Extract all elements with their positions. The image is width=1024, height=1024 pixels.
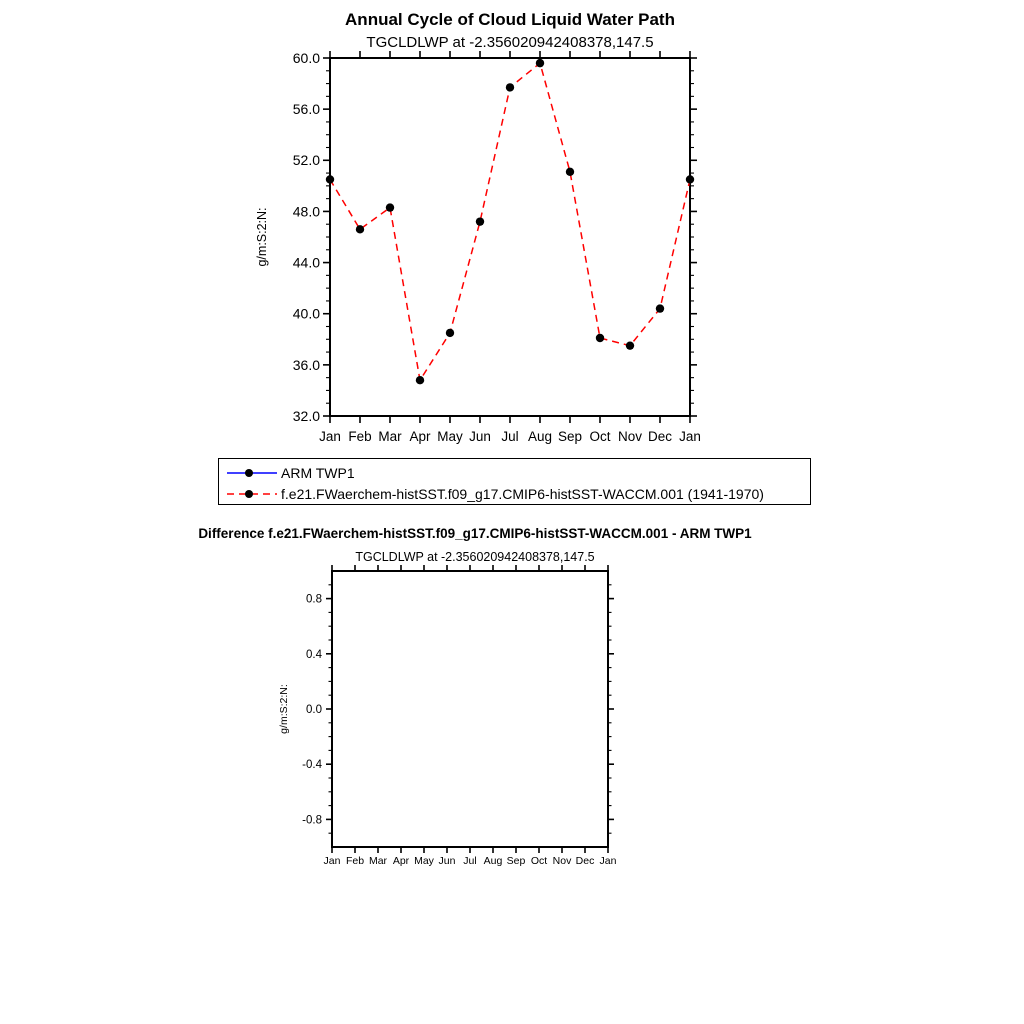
svg-text:0.4: 0.4 bbox=[306, 648, 322, 661]
svg-text:-0.8: -0.8 bbox=[302, 814, 322, 827]
svg-text:TGCLDLWP at -2.356020942408378: TGCLDLWP at -2.356020942408378,147.5 bbox=[366, 34, 654, 51]
svg-text:Jul: Jul bbox=[463, 855, 477, 867]
svg-text:Jan: Jan bbox=[319, 429, 341, 444]
svg-text:44.0: 44.0 bbox=[292, 254, 320, 271]
svg-text:0.8: 0.8 bbox=[306, 593, 322, 606]
x-axis bbox=[324, 565, 617, 867]
y-axis-title bbox=[255, 207, 269, 266]
difference-chart bbox=[180, 525, 752, 880]
svg-text:Aug: Aug bbox=[483, 855, 503, 867]
svg-text:Mar: Mar bbox=[378, 429, 402, 444]
svg-text:Jan: Jan bbox=[323, 855, 341, 867]
legend-label-model: f.e21.FWaerchem-histSST.f09_g17.CMIP6-histSST-WACCM.001 (1941-1970) bbox=[281, 485, 764, 502]
chart-titles bbox=[198, 526, 752, 564]
svg-text:32.0: 32.0 bbox=[292, 407, 320, 424]
svg-text:g/m:S:2:N:: g/m:S:2:N: bbox=[278, 684, 290, 734]
svg-text:Oct: Oct bbox=[589, 429, 611, 444]
svg-text:Jul: Jul bbox=[501, 429, 519, 444]
legend-swatch-model-icon bbox=[227, 487, 277, 501]
svg-text:60.0: 60.0 bbox=[292, 49, 320, 66]
svg-text:56.0: 56.0 bbox=[292, 101, 320, 118]
svg-text:Annual Cycle of Cloud Liquid W: Annual Cycle of Cloud Liquid Water Path bbox=[345, 10, 675, 29]
svg-text:Nov: Nov bbox=[552, 855, 572, 867]
legend-label-arm-twp1: ARM TWP1 bbox=[281, 464, 355, 481]
legend-box bbox=[218, 458, 811, 505]
y-axis-title bbox=[278, 684, 290, 734]
legend-swatch-arm-twp1-icon bbox=[227, 466, 277, 480]
legend-entry-arm-twp1 bbox=[219, 462, 810, 483]
svg-text:g/m:S:2:N:: g/m:S:2:N: bbox=[255, 207, 269, 267]
svg-text:Apr: Apr bbox=[409, 429, 431, 444]
svg-text:0.0: 0.0 bbox=[306, 704, 322, 717]
svg-text:-0.4: -0.4 bbox=[302, 759, 322, 772]
svg-text:May: May bbox=[414, 855, 434, 867]
svg-text:Apr: Apr bbox=[392, 855, 410, 867]
svg-text:48.0: 48.0 bbox=[292, 203, 320, 220]
svg-text:Mar: Mar bbox=[368, 855, 388, 867]
svg-text:Nov: Nov bbox=[617, 429, 643, 444]
svg-text:May: May bbox=[437, 429, 463, 444]
svg-text:Feb: Feb bbox=[348, 429, 372, 444]
chart-titles bbox=[345, 10, 675, 51]
svg-text:Feb: Feb bbox=[345, 855, 365, 867]
series-1 bbox=[326, 59, 694, 384]
svg-text:Oct: Oct bbox=[530, 855, 548, 867]
svg-text:Aug: Aug bbox=[527, 429, 553, 444]
svg-text:Jan: Jan bbox=[599, 855, 617, 867]
svg-text:Jun: Jun bbox=[469, 429, 491, 444]
legend-entry-model bbox=[219, 483, 810, 504]
svg-text:Dec: Dec bbox=[575, 855, 595, 867]
y-axis bbox=[302, 585, 614, 833]
svg-text:Sep: Sep bbox=[506, 855, 526, 867]
svg-text:TGCLDLWP at -2.356020942408378: TGCLDLWP at -2.356020942408378,147.5 bbox=[355, 550, 595, 564]
plot-frame bbox=[332, 571, 608, 847]
svg-text:52.0: 52.0 bbox=[292, 152, 320, 169]
svg-text:Dec: Dec bbox=[647, 429, 673, 444]
svg-text:36.0: 36.0 bbox=[292, 356, 320, 373]
svg-text:Difference f.e21.FWaerchem-his: Difference f.e21.FWaerchem-histSST.f09_g17.CMIP6-histSST-WACCM.001 - ARM TWP1 bbox=[198, 526, 752, 541]
x-axis bbox=[319, 51, 701, 444]
svg-text:40.0: 40.0 bbox=[292, 305, 320, 322]
svg-text:Jan: Jan bbox=[679, 429, 701, 444]
y-axis bbox=[293, 50, 697, 424]
annual-cycle-chart bbox=[250, 0, 720, 455]
plot-frame bbox=[330, 58, 690, 416]
svg-text:Sep: Sep bbox=[557, 429, 583, 444]
svg-text:Jun: Jun bbox=[438, 855, 456, 867]
